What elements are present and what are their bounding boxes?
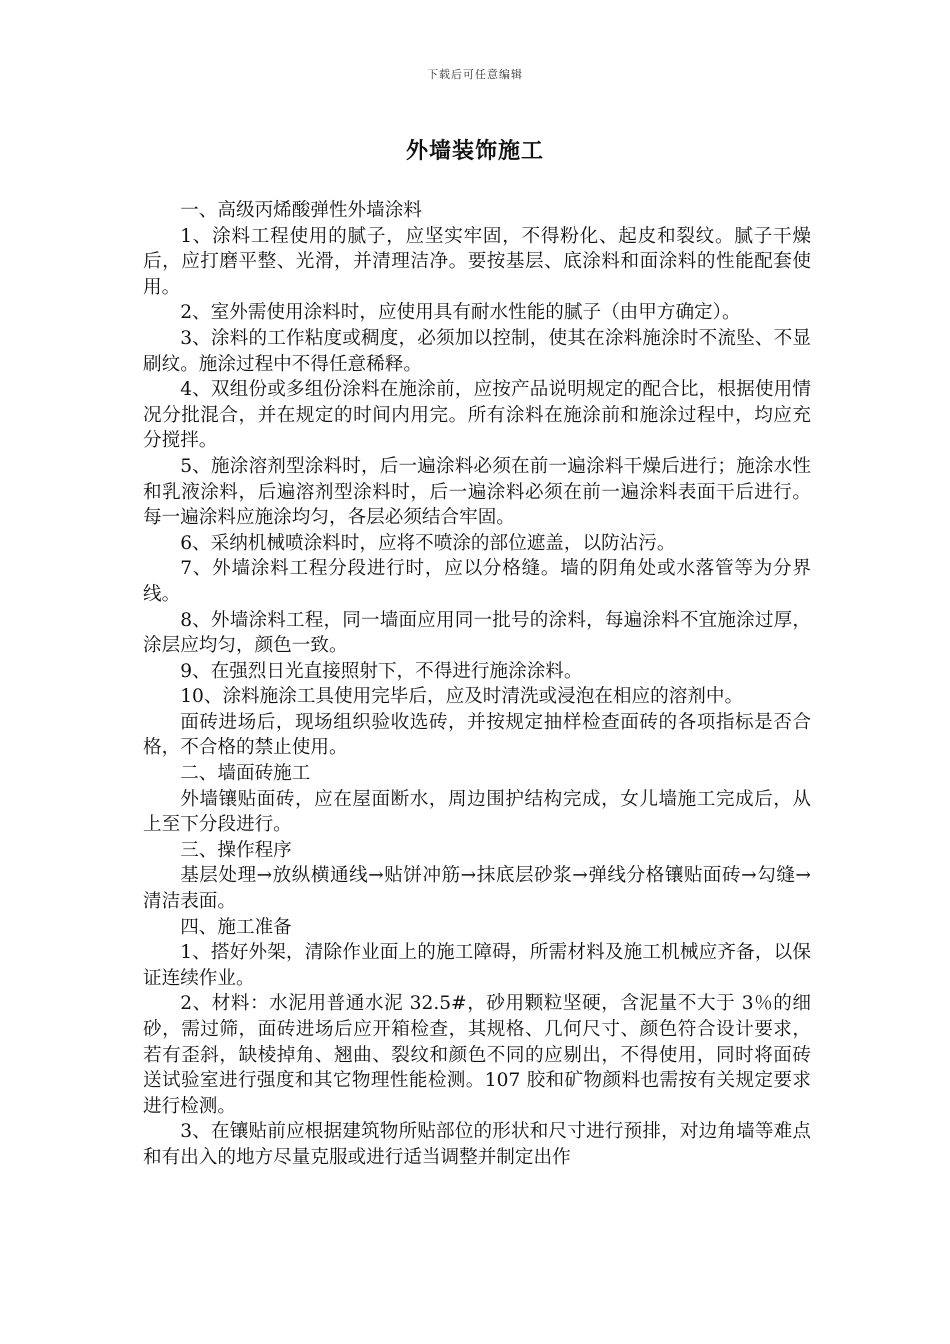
paragraph: 外墙镶贴面砖，应在屋面断水，周边围护结构完成，女儿墙施工完成后，从上至下分段进行。 [143,788,811,836]
header-note: 下载后可任意编辑 [427,68,523,81]
document-title: 外墙装饰施工 [405,138,544,164]
paragraph: 1、搭好外架，清除作业面上的施工障碍，所需材料及施工机械应齐备，以保证连续作业。 [143,942,811,989]
paragraph: 基层处理→放纵横通线→贴饼冲筋→抹底层砂浆→弹线分格镶贴面砖→勾缝→清洁表面。 [143,865,811,913]
paragraph: 8、外墙涂料工程，同一墙面应用同一批号的涂料，每遍涂料不宜施涂过厚，涂层应均匀，颜色一致。 [143,609,811,657]
paragraph: 7、外墙涂料工程分段进行时，应以分格缝。墙的阴角处或水落管等为分界线。 [143,558,811,605]
paragraph: 1、涂料工程使用的腻子，应坚实牢固，不得粉化、起皮和裂纹。腻子干燥后，应打磨平整、光滑，并清理洁净。要按基层、底涂料和面涂料的性能配套使用。 [143,225,811,298]
document-body [143,198,811,1171]
paragraph: 3、涂料的工作粘度或稠度，必须加以控制，使其在涂料施涂时不流坠、不显刷纹。施涂过程中不得任意稀释。 [143,327,811,375]
paragraph: 面砖进场后，现场组织验收选砖，并按规定抽样检查面砖的各项指标是否合格，不合格的禁止使用。 [143,711,811,759]
section-heading: 三、操作程序 [180,839,292,861]
section-heading: 四、施工准备 [180,916,292,938]
paragraph: 6、采纳机械喷涂料时，应将不喷涂的部位遮盖，以防沾污。 [180,532,676,554]
paragraph: 10、涂料施涂工具使用完毕后，应及时清洗或浸泡在相应的溶剂中。 [180,686,744,708]
section-heading: 二、墙面砖施工 [180,763,311,785]
paragraph: 5、施涂溶剂型涂料时，后一遍涂料必须在前一遍涂料干燥后进行；施涂水性和乳液涂料，后遍溶剂型涂料时，后一遍涂料必须在前一遍涂料表面干后进行。每一遍涂料应施涂均匀，各层必须结合牢固。 [143,455,811,529]
paragraph: 9、在强烈日光直接照射下，不得进行施涂涂料。 [180,660,583,682]
paragraph: 3、在镶贴前应根据建筑物所贴部位的形状和尺寸进行预排，对边角墙等难点和有出入的地方尽量克服或进行适当调整并制定出作 [143,1121,811,1168]
paragraph: 2、室外需使用涂料时，应使用具有耐水性能的腻子（由甲方确定）。 [180,302,741,324]
paragraph: 2、材料：水泥用普通水泥 32.5#，砂用颗粒坚硬，含泥量不大于 3％的细砂，需过筛，面砖进场后应开箱检查，其规格、几何尺寸、颜色符合设计要求，若有歪斜，缺棱掉角、翘曲、裂纹和颜色不同的应剔出，不得使用，同时将面砖送试验室进行强度和其它物理性能检测。107 胶和矿物颜料也需按有关规定要求进行检测。 [143,993,811,1117]
paragraph: 4、双组份或多组份涂料在施涂前，应按产品说明规定的配合比，根据使用情况分批混合，并在规定的时间内用完。所有涂料在施涂前和施涂过程中，均应充分搅拌。 [143,379,811,452]
paragraph: 一、高级丙烯酸弹性外墙涂料 [180,200,422,221]
